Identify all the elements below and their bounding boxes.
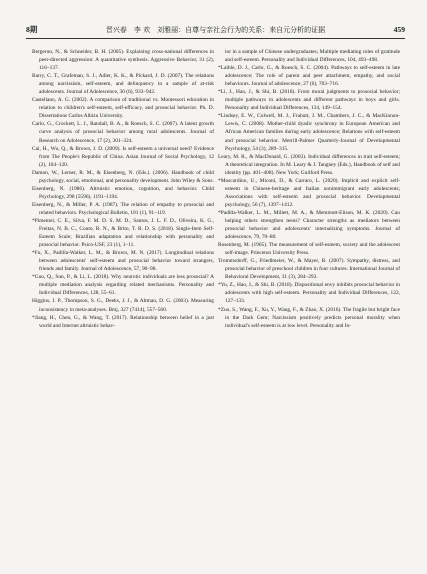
reference-entry: *Guo, Q., Sun, P., & Li, L. (2018). Why neurotic individuals are less prosocial? A multiple mediation analysis regarding related mechanisms. Personality and Individual Differences, 128, 55–61.	[32, 274, 214, 297]
reference-entry: *Laible, D. J., Carlo, G., & Roesch, S. C. (2004). Pathways to self-esteem in late adolescence; The role of parent and peer attachment, empathy, and social behaviours. Journal of adolescence, 27 (6), 703–716.	[218, 65, 400, 88]
reference-entry: Leary, M. R., & MacDonald, G. (2003). Individual differences in trait self-esteem; A theoretical integration. In M. Leary & J. Tangney (Eds.), Handbook of self and identity (pp. 401–408). New York; Guilford Press.	[218, 153, 400, 176]
reference-entry: Eisenberg, N. (1986). Altruistic emotion, cognition, and behavior. Child Psychology, 298 (5596), 1191–1194.	[32, 185, 214, 200]
reference-entry: *Li, J., Hao, J., & Shi, B. (2018). From moral judgments to prosocial behavior; multiple pathways in adolescents and different pathways in boys and girls. Personality and Individual Differences, 134, 149–154.	[218, 89, 400, 112]
references-left-column	[32, 48, 214, 330]
reference-entry: *Moscardino, U., Miconi, D., & Carraro, L. (2020). Implicit and explicit self-esteem in Chinese-heritage and Italian nonimmigrant early adolescents; Associations with self-esteem and prosocial behavior. Developmental psychology, 56 (7), 1397–1412.	[218, 177, 400, 208]
reference-entry: Castellano, A. G. (2002). A comparison of traditional vs. Montessori education in relation to children's self-esteem, self-efficacy, and prosocial behavior. Ph. D. Dissertations Carlos Albizu University.	[32, 97, 214, 120]
reference-entry: *Jiang, H., Chen, G., & Wang, T. (2017). Relationship between belief in a just world and Internet altruistic behav-	[32, 314, 214, 329]
references-right-column	[218, 48, 400, 330]
reference-entry: Damon, W., Lerner, R. M., & Eisenberg, N. (Eds.). (2006). Handbook of child psychology, social, emotional, and personality development. John Wiley & Sons.	[32, 169, 214, 184]
reference-entry: Bergeron, N., & Schneider, B. H. (2005). Explaining cross-national differences in peer-directed aggression: A quantitative synthesis. Aggressive Behavior, 31 (2), 116–137.	[32, 49, 214, 72]
reference-entry: Trommsdorff, G., Friedlmeier, W., & Mayer, B. (2007). Sympathy, distress, and prosocial behavior of preschool children in four cultures. International Journal of Behavioral Development, 31 (3), 284–293.	[218, 258, 400, 281]
reference-entry: Rosenberg, M. (1965). The measurement of self-esteem, society and the adolescent self-image. Princeton University Press.	[218, 242, 400, 257]
reference-entry: *Fu, X., Padilla-Walker, L. M., & Brown, M. N. (2017). Longitudinal relations between adolescents' self-esteem and prosocial behavior toward strangers, friends and family. Journal of Adolescence, 57, 90–98.	[32, 250, 214, 273]
reference-entry: *Padilla-Walker, L. M., Millett, M. A., & Memmott-Elison, M. K. (2020). Can helping others strengthen teens? Character strengths as mediators between prosocial behavior and adolescents' internalizing symptoms. Journal of adolescence, 79, 70–80.	[218, 209, 400, 241]
reference-entry: *Zuo, S., Wang, F., Xu, Y., Wang, F., & Zhao, X. (2016). The fragile but bright face in the Dark Gem; Narcissism positively predicts personal morality when individual's self-esteem is at low level. Personality and In-	[218, 306, 400, 329]
reference-entry: *Pimentel, C. E., Silva, F. M. D. S. M. D., Santos, J. L. F. D., Oliveira, K. G., Freitas, N. B. C., Couto, R. N., & Brito, T. R. D. S. (2018). Single-Item Self-Esteem Scale; Brazilian adaptation and relationship with personality and prosocial behavior. Psico-USF, 23 (1), 1–11.	[32, 217, 214, 249]
reference-entry: Higgins, J. P., Thompson, S. G., Deeks, J. J., & Altman, D. G. (2003). Measuring inconsistency in meta-analyses. Bmj, 327 (7414), 557–560.	[32, 298, 214, 313]
page-header	[26, 24, 405, 39]
reference-entry: *Lindsey, E. W., Colwell, M. J., Frabutt, J. M., Chambers, J. C., & MacKinnon-Lewis, C. (2008). Mother-child dyadic synchrony in European American and African American families during early adolescence; Relations with self-esteem and prosocial behavior. Merrill-Palmer Quarterly-Journal of Developmental Psychology, 54 (3), 289–315.	[218, 113, 400, 152]
reference-entry: Cai, H., Wu, Q., & Brown, J. D. (2009). Is self-esteem a universal need? Evidence from The People's Republic of China. Asian Journal of Social Psychology, 12 (2), 104–120.	[32, 145, 214, 168]
reference-entry: Carlo, G., Crockett, L. J., Randall, B. A., & Roesch, S. C. (2007). A latent growth curve analysis of prosocial behavior among rural adolescents. Journal of Research on Adolescence, 17 (2), 301–324.	[32, 121, 214, 144]
running-title: 晋兴春 李 欢 刘雅丽：自尊与亲社会行为的关系：来自元分析的证据	[105, 26, 326, 34]
reference-entry: *Yu, Z., Hao, J., & Shi, B. (2018). Dispositional envy inhibits prosocial behavior in adolescents with high self-esteem. Personality and Individual Differences, 122, 127–133.	[218, 282, 400, 305]
reference-entry: Barry, C. T., Grafeman, S. J., Adler, K. K., & Pickard, J. D. (2007). The relations among narcissism, self-esteem, and delinquency in a sample of at-risk adolescents. Journal of Adolescence, 30 (6), 933–942.	[32, 73, 214, 96]
issue-number: 8期	[26, 25, 38, 34]
page-number: 459	[393, 25, 405, 34]
reference-entry: Eisenberg, N., & Miller, P. A. (1987). The relation of empathy to prosocial and related behaviors. Psychological Bulletin, 101 (1), 91–119.	[32, 201, 214, 216]
reference-entry-continued: ior in a sample of Chinese undergraduates; Multiple mediating roles of gratitude and self-esteem. Personality and Individual Differences, 104, 493–498.	[225, 49, 400, 64]
